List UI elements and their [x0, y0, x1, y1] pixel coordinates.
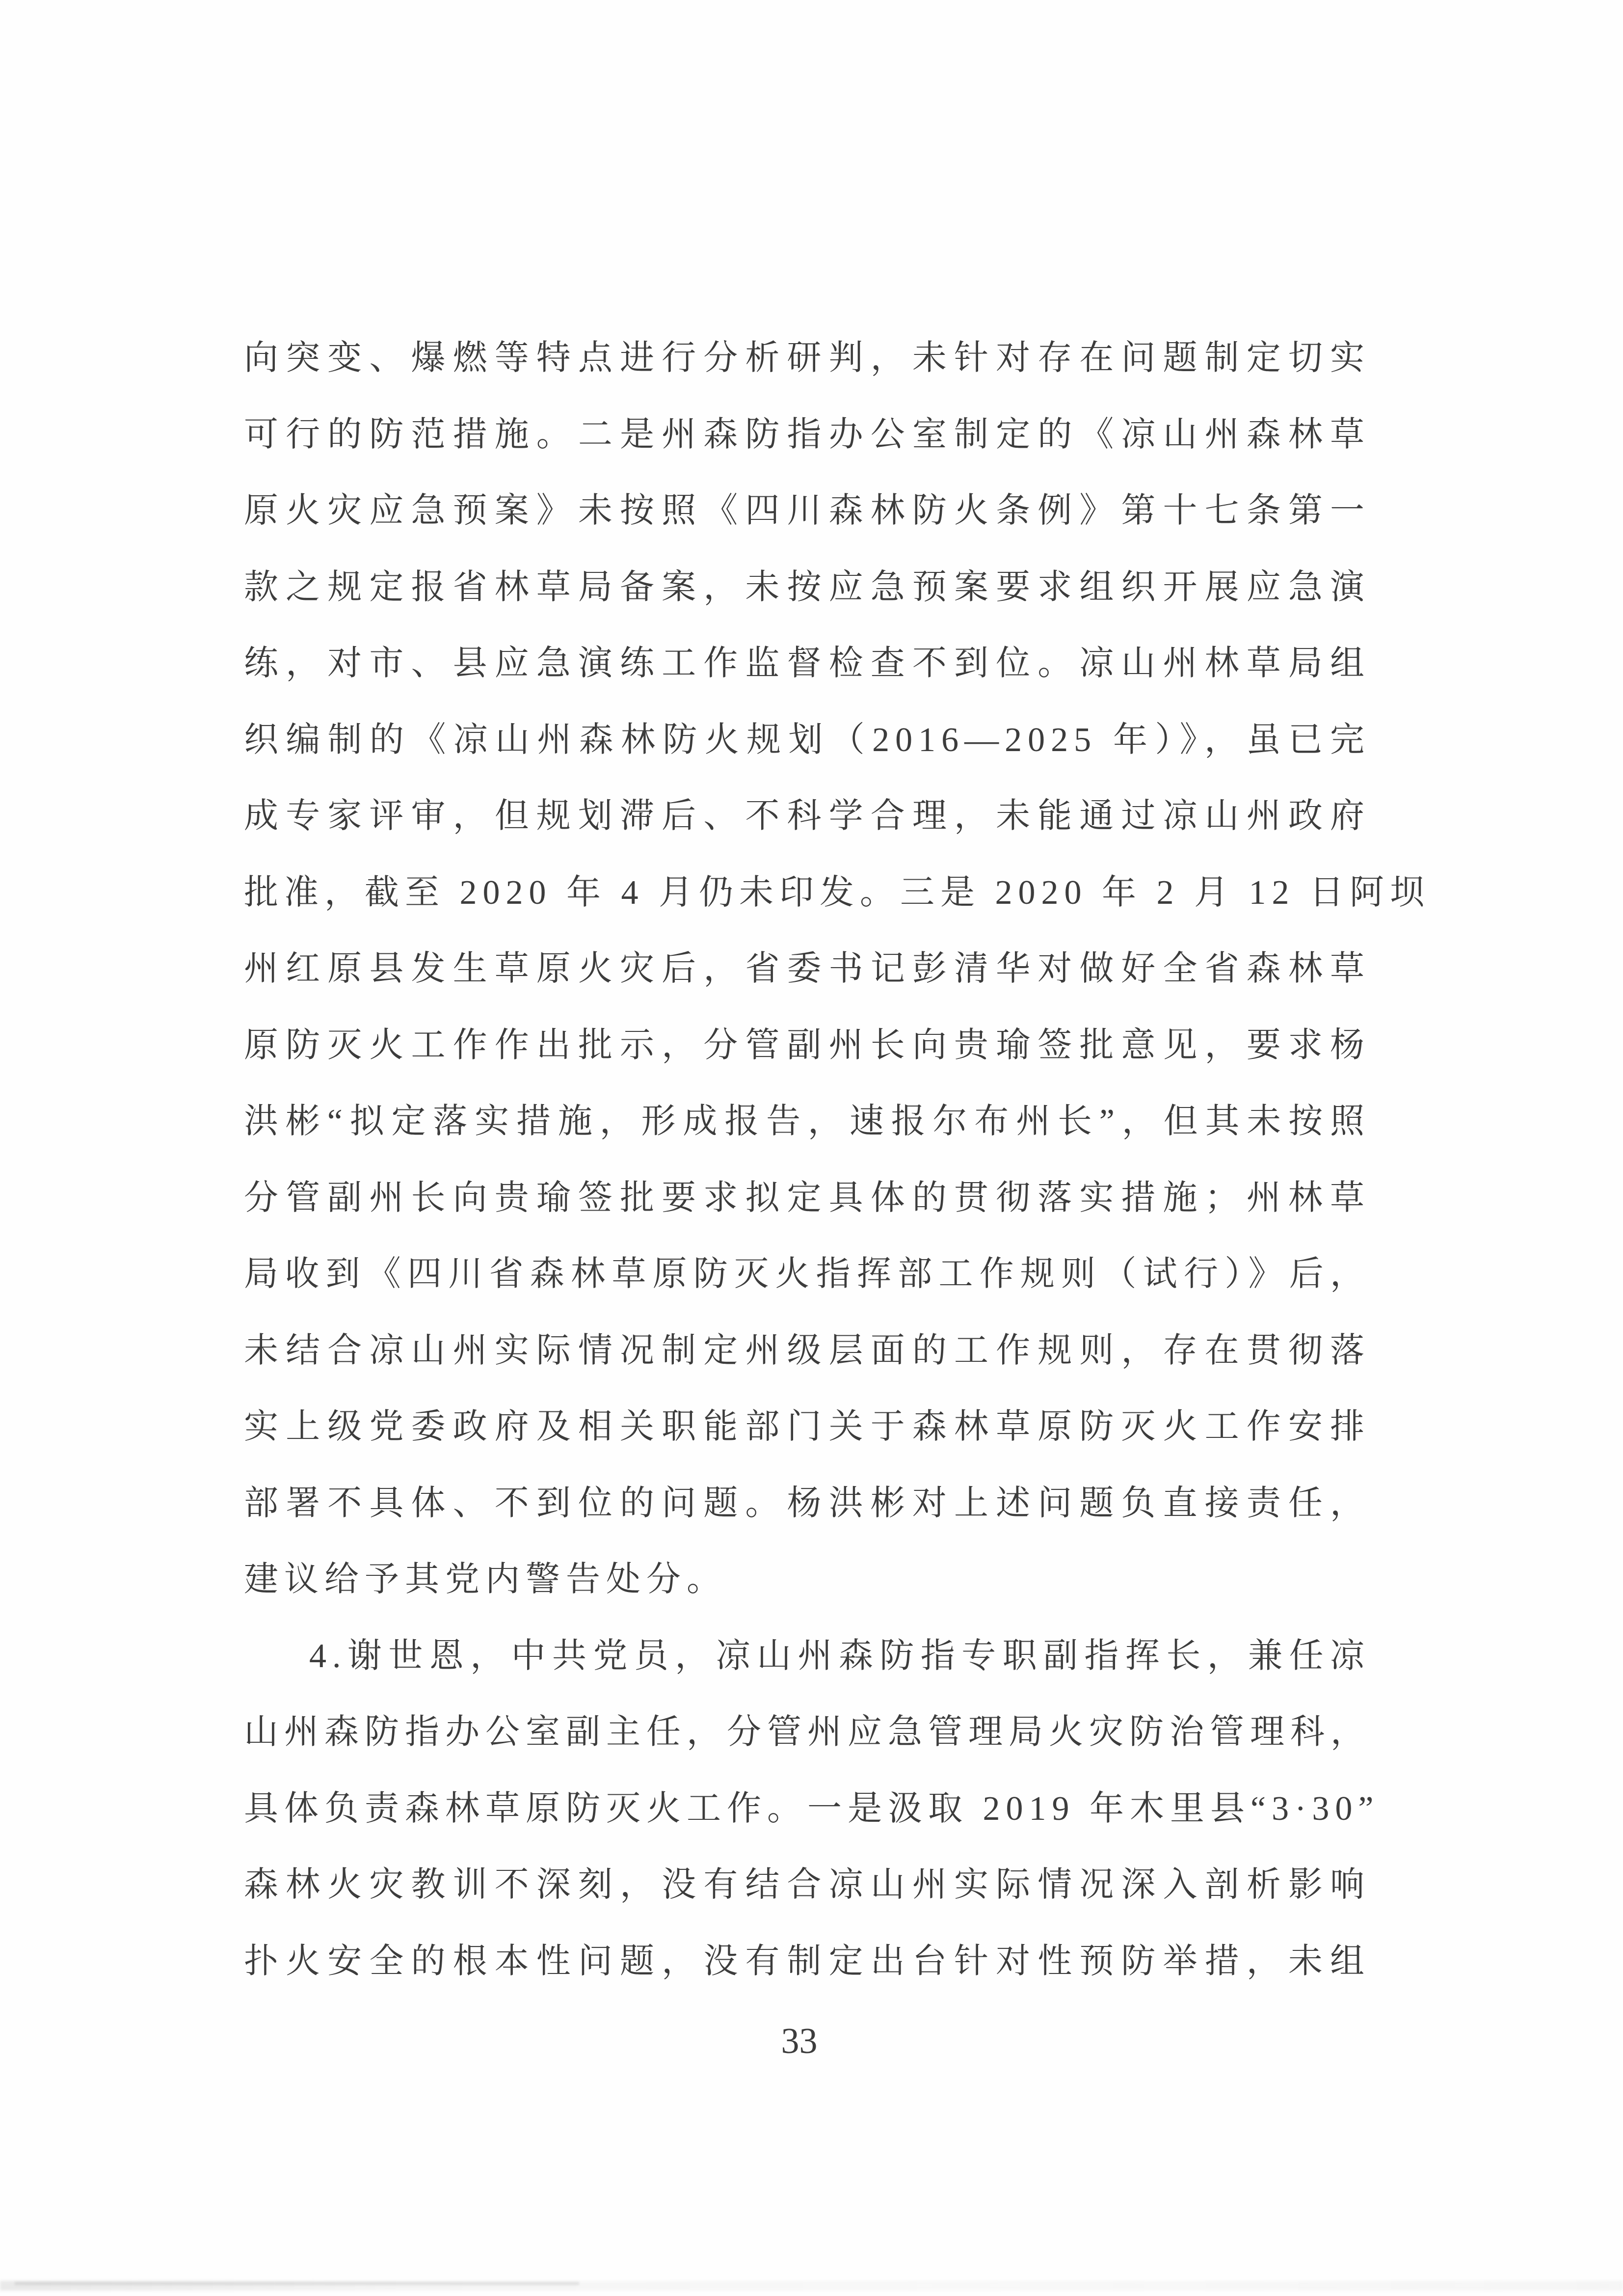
- text-line: 4.谢世恩，中共党员，凉山州森防指专职副指挥长，兼任凉: [309, 1637, 1370, 1675]
- text-line: 向突变、爆燃等特点进行分析研判，未针对存在问题制定切实: [244, 339, 1370, 377]
- text-line: 森林火灾教训不深刻，没有结合凉山州实际情况深入剖析影响: [244, 1866, 1370, 1904]
- text-line: 山州森防指办公室副主任，分管州应急管理局火灾防治管理科，: [244, 1713, 1371, 1751]
- document-body: [244, 320, 1430, 1999]
- text-line: 原火灾应急预案》未按照《四川森林防火条例》第十七条第一: [244, 492, 1370, 530]
- text-line: 成专家评审，但规划滞后、不科学合理，未能通过凉山州政府: [244, 797, 1370, 835]
- page-number: 33: [781, 2021, 818, 2061]
- text-line: 织编制的《凉山州森林防火规划（2016—2025 年）》，虽已完: [244, 721, 1370, 759]
- scan-artifact-left: [15, 2282, 579, 2285]
- text-line: 州红原县发生草原火灾后，省委书记彭清华对做好全省森林草: [244, 950, 1370, 988]
- text-line: 批准，截至 2020 年 4 月仍未印发。三是 2020 年 2 月 12 日阿坝: [244, 873, 1430, 912]
- text-line: 扑火安全的根本性问题，没有制定出台针对性预防举措，未组: [244, 1942, 1370, 1980]
- text-line: 部署不具体、不到位的问题。杨洪彬对上述问题负直接责任，: [244, 1484, 1370, 1522]
- text-line: 款之规定报省林草局备案，未按应急预案要求组织开展应急演: [244, 568, 1370, 606]
- text-line: 洪彬“拟定落实措施，形成报告，速报尔布州长”，但其未按照: [244, 1103, 1370, 1140]
- text-line: 实上级党委政府及相关职能部门关于森林草原防灭火工作安排: [244, 1408, 1370, 1446]
- text-line: 原防灭火工作作出批示，分管副州长向贵瑜签批意见，要求杨: [244, 1026, 1370, 1064]
- text-line: 未结合凉山州实际情况制定州级层面的工作规则，存在贯彻落: [244, 1331, 1370, 1370]
- text-line: 局收到《四川省森林草原防灭火指挥部工作规则（试行）》后，: [244, 1255, 1370, 1293]
- text-line: 可行的防范措施。二是州森防指办公室制定的《凉山州森林草: [244, 415, 1370, 454]
- text-line: 练，对市、县应急演练工作监督检查不到位。凉山州林草局组: [244, 645, 1370, 682]
- text-line: 具体负责森林草原防灭火工作。一是汲取 2019 年木里县“3·30”: [244, 1789, 1380, 1828]
- text-line: 分管副州长向贵瑜签批要求拟定具体的贯彻落实措施；州林草: [244, 1179, 1370, 1217]
- text-line: 建议给予其党内警告处分。: [244, 1561, 727, 1598]
